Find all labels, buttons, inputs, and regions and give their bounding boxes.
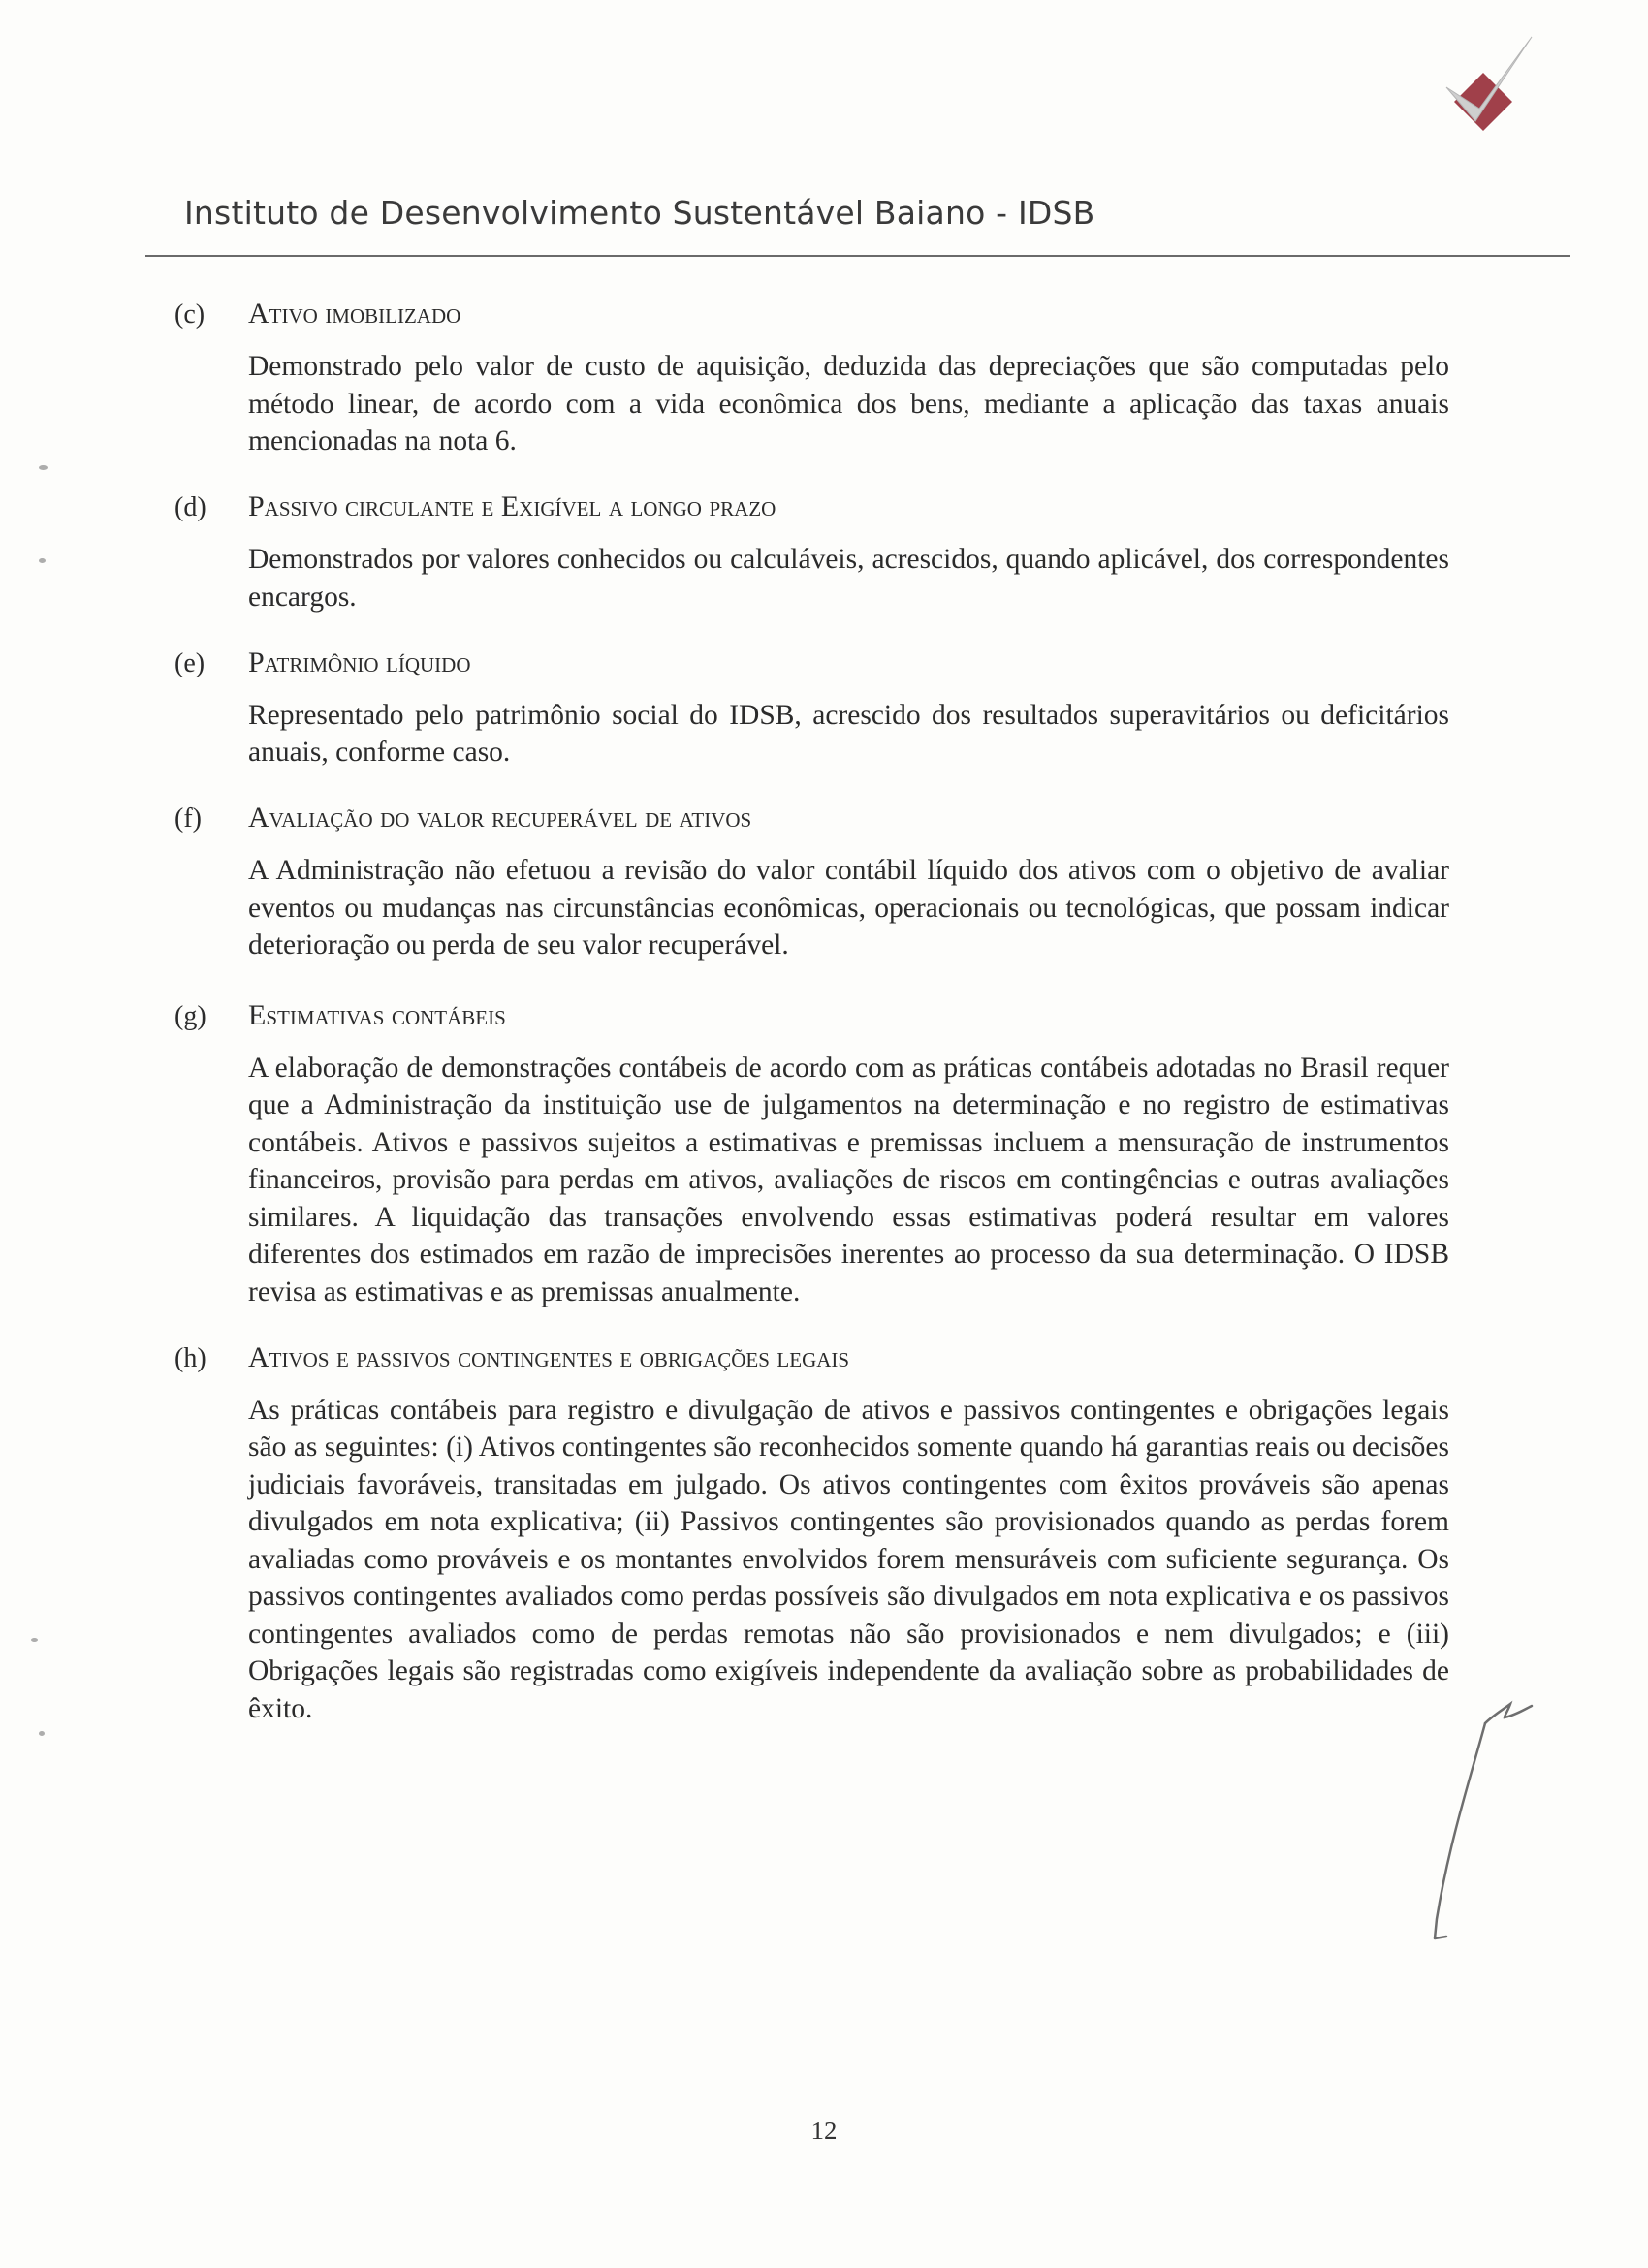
section-body: Demonstrados por valores conhecidos ou calculáveis, acrescidos, quando aplicável, dos correspondentes encargos.: [248, 544, 1449, 613]
section-title: Ativo imobilizado: [248, 298, 461, 330]
section-letter: (e): [174, 647, 206, 678]
section-letter: (d): [174, 492, 206, 522]
section-title: Passivo circulante e Exigível a longo prazo: [248, 490, 776, 522]
section-body: A Administração não efetuou a revisão do valor contábil líquido dos ativos com o objetivo de avaliar eventos ou mudanças nas circunstâncias econômicas, operacionais ou tecnológicas, que possam indicar deterioração ou perda de seu valor recuperável.: [248, 855, 1449, 961]
signature-stroke-top: [1485, 1704, 1532, 1723]
scan-punch-mark: [39, 1731, 45, 1736]
section-heading: [174, 800, 1449, 836]
organization-header-title: Instituto de Desenvolvimento Sustentável Baiano - IDSB: [184, 194, 1095, 232]
section-letter: (f): [174, 803, 202, 834]
section-letter: (c): [174, 299, 206, 330]
checkmark-diamond-logo-icon: [1425, 29, 1541, 145]
section-avaliacao-valor-recuperavel: [174, 800, 1449, 964]
scan-punch-mark: [39, 558, 46, 563]
section-heading: [174, 997, 1449, 1034]
signature-stroke-main: [1435, 1723, 1485, 1938]
header-divider: [145, 255, 1570, 257]
section-estimativas-contabeis: [174, 997, 1449, 1311]
page-number: 12: [810, 2116, 838, 2145]
document-content: [174, 296, 1449, 1756]
section-body: A elaboração de demonstrações contábeis de acordo com as práticas contábeis adotadas no Brasil requer que a Administração da instituição use de julgamentos na determinação e no registro de estimativas contábeis. Ativos e passivos sujeitos a estimativas e premissas incluem a mensuração de instrumentos financeiros, provisão para perdas em ativos, avaliações de riscos em contingências e outras avaliações similares. A liquidação das transações envolvendo essas estimativas poderá resultar em valores diferentes dos estimados em razão de imprecisões inerentes ao processo da sua determinação. O IDSB revisa as estimativas e as premissas anualmente.: [248, 1052, 1449, 1307]
section-patrimonio-liquido: [174, 645, 1449, 772]
section-heading: [174, 1339, 1449, 1376]
scan-punch-mark: [39, 465, 48, 470]
section-passivo-circulante: [174, 488, 1449, 615]
scan-punch-mark: [31, 1638, 38, 1642]
section-heading: [174, 488, 1449, 525]
handwritten-signature-icon: [1396, 1696, 1590, 1987]
section-title: Estimativas contábeis: [248, 998, 506, 1031]
section-heading: [174, 296, 1449, 332]
section-body: Representado pelo patrimônio social do IDSB, acrescido dos resultados superavitários ou deficitários anuais, conforme caso.: [248, 699, 1449, 768]
section-title: Patrimônio líquido: [248, 646, 471, 678]
section-letter: (h): [174, 1342, 206, 1373]
section-ativo-imobilizado: [174, 296, 1449, 460]
section-letter: (g): [174, 1000, 206, 1031]
section-heading: [174, 645, 1449, 681]
section-title: Ativos e passivos contingentes e obrigações legais: [248, 1340, 850, 1373]
section-body: Demonstrado pelo valor de custo de aquisição, deduzida das depreciações que são computadas pelo método linear, de acordo com a vida econômica dos bens, mediante a aplicação das taxas anuais mencionadas na nota 6.: [248, 351, 1449, 457]
section-ativos-passivos-contingentes: [174, 1339, 1449, 1728]
section-body: As práticas contábeis para registro e divulgação de ativos e passivos contingentes e obrigações legais são as seguintes: (i) Ativos contingentes são reconhecidos somente quando há garantias reais ou decisões judiciais favoráveis, transitadas em julgado. Os ativos contingentes com êxitos prováveis são apenas divulgados em nota explicativa; (ii) Passivos contingentes são provisionados quando as perdas forem avaliadas como prováveis e os montantes envolvidos forem mensuráveis com suficiente segurança. Os passivos contingentes avaliados como perdas possíveis são divulgados em nota explicativa e os passivos contingentes avaliados como de perdas remotas não são provisionados e nem divulgados; e (iii) Obrigações legais são registradas como exigíveis independente da avaliação sobre as probabilidades de êxito.: [248, 1394, 1449, 1724]
section-title: Avaliação do valor recuperável de ativos: [248, 802, 752, 834]
